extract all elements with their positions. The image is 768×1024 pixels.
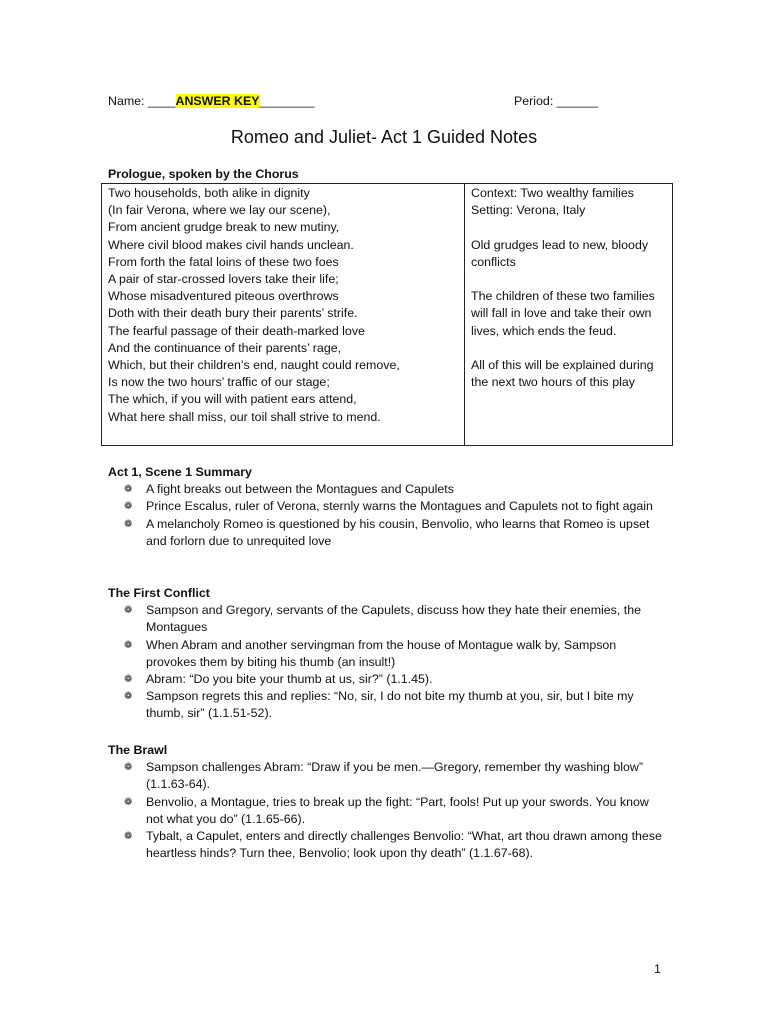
- list-item: [108, 498, 668, 515]
- scene1-summary-section: [108, 464, 668, 550]
- context-grudges: Old grudges lead to new, bloody conflicts: [471, 237, 649, 269]
- list-item-text: Tybalt, a Capulet, enters and directly challenges Benvolio: “What, art thou drawn among these heartless hinds? Turn thee, Benvolio; look upon thy death” (1.1.67-68).: [146, 829, 662, 861]
- first-conflict-section: [108, 585, 668, 723]
- flower-bullet-icon: ❁: [124, 691, 133, 703]
- list-item: [108, 671, 668, 688]
- list-item-text: Benvolio, a Montague, tries to break up the fight: “Part, fools! Put up your swords. You know not what you do” (1.1.65-66).: [146, 794, 649, 826]
- context-children: The children of these two families will fall in love and take their own lives, which ends the feud.: [471, 289, 655, 338]
- flower-bullet-icon: ❁: [124, 639, 133, 651]
- poem-line: The which, if you will with patient ears attend,: [108, 392, 357, 407]
- scene1-summary-heading: Act 1, Scene 1 Summary: [108, 465, 252, 479]
- list-item: [108, 828, 668, 862]
- list-item-text: A fight breaks out between the Montagues and Capulets: [146, 482, 454, 497]
- poem-line: Doth with their death bury their parents’ strife.: [108, 306, 358, 321]
- list-item-text: Sampson challenges Abram: “Draw if you be men.—Gregory, remember thy washing blow” (1.1.63-64).: [146, 760, 643, 792]
- name-field: [108, 93, 315, 110]
- poem-line: Whose misadventured piteous overthrows: [108, 289, 339, 304]
- flower-bullet-icon: ❁: [124, 484, 133, 496]
- period-field: Period: ______: [514, 94, 599, 108]
- poem-line: And the continuance of their parents’ rage,: [108, 340, 342, 355]
- header-line: [108, 93, 608, 111]
- list-item: [108, 794, 668, 828]
- poem-line: Is now the two hours’ traffic of our stage;: [108, 375, 330, 390]
- poem-line: The fearful passage of their death-marked love: [108, 323, 365, 338]
- flower-bullet-icon: ❁: [124, 501, 133, 513]
- flower-bullet-icon: ❁: [124, 605, 133, 617]
- prologue-poem-cell: [102, 184, 465, 446]
- poem-line: A pair of star-crossed lovers take their life;: [108, 272, 339, 287]
- poem-line: What here shall miss, our toil shall strive to mend.: [108, 409, 381, 424]
- context-spacer: [471, 271, 666, 288]
- list-item-text: Abram: “Do you bite your thumb at us, sir?” (1.1.45).: [146, 672, 433, 687]
- context-families: Context: Two wealthy families: [471, 186, 634, 200]
- list-item: [108, 688, 668, 722]
- poem-line: Two households, both alike in dignity: [108, 186, 310, 200]
- list-item-text: When Abram and another servingman from the house of Montague walk by, Sampson provokes them by biting his thumb (an insult!): [146, 637, 617, 669]
- list-item: [108, 516, 668, 550]
- list-item: [108, 637, 668, 671]
- poem-line: Which, but their children’s end, naught could remove,: [108, 358, 400, 373]
- prologue-table: [101, 183, 673, 446]
- page-title: Romeo and Juliet- Act 1 Guided Notes: [230, 127, 538, 147]
- name-label: Name: ____: [108, 94, 176, 108]
- flower-bullet-icon: ❁: [124, 674, 133, 686]
- flower-bullet-icon: ❁: [124, 796, 133, 808]
- list-item: [108, 759, 668, 793]
- first-conflict-list: [108, 602, 668, 722]
- poem-line: Where civil blood makes civil hands unclean.: [108, 237, 354, 252]
- context-spacer: [471, 219, 666, 236]
- page-number: 1: [654, 962, 661, 976]
- list-item-text: Sampson and Gregory, servants of the Capulets, discuss how they hate their enemies, the Montagues: [146, 603, 641, 635]
- flower-bullet-icon: ❁: [124, 518, 133, 530]
- context-setting: Setting: Verona, Italy: [471, 203, 586, 218]
- brawl-section: [108, 742, 668, 862]
- poem-line: From forth the fatal loins of these two foes: [108, 254, 339, 269]
- flower-bullet-icon: ❁: [124, 831, 133, 843]
- list-item: [108, 481, 668, 498]
- context-explained: All of this will be explained during the next two hours of this play: [471, 357, 654, 390]
- poem-line: (In fair Verona, where we lay our scene),: [108, 203, 331, 218]
- brawl-list: [108, 759, 668, 862]
- list-item-text: Sampson regrets this and replies: “No, sir, I do not bite my thumb at you, sir, but I bite my thumb, sir” (1.1.51-52).: [146, 689, 634, 721]
- flower-bullet-icon: ❁: [124, 762, 133, 774]
- brawl-heading: The Brawl: [108, 743, 168, 757]
- list-item-text: Prince Escalus, ruler of Verona, sternly warns the Montagues and Capulets not to fight again: [146, 499, 653, 514]
- answer-key-highlight: ANSWER KEY: [175, 94, 260, 108]
- name-underline: ________: [259, 94, 315, 108]
- context-spacer: [471, 340, 666, 357]
- first-conflict-heading: The First Conflict: [108, 586, 210, 600]
- prologue-context-cell: [465, 184, 673, 446]
- list-item-text: A melancholy Romeo is questioned by his cousin, Benvolio, who learns that Romeo is upset and forlorn due to unrequited love: [146, 516, 650, 548]
- scene1-summary-list: [108, 481, 668, 550]
- poem-line: From ancient grudge break to new mutiny,: [108, 220, 340, 235]
- list-item: [108, 602, 668, 636]
- prologue-heading: Prologue, spoken by the Chorus: [108, 167, 299, 181]
